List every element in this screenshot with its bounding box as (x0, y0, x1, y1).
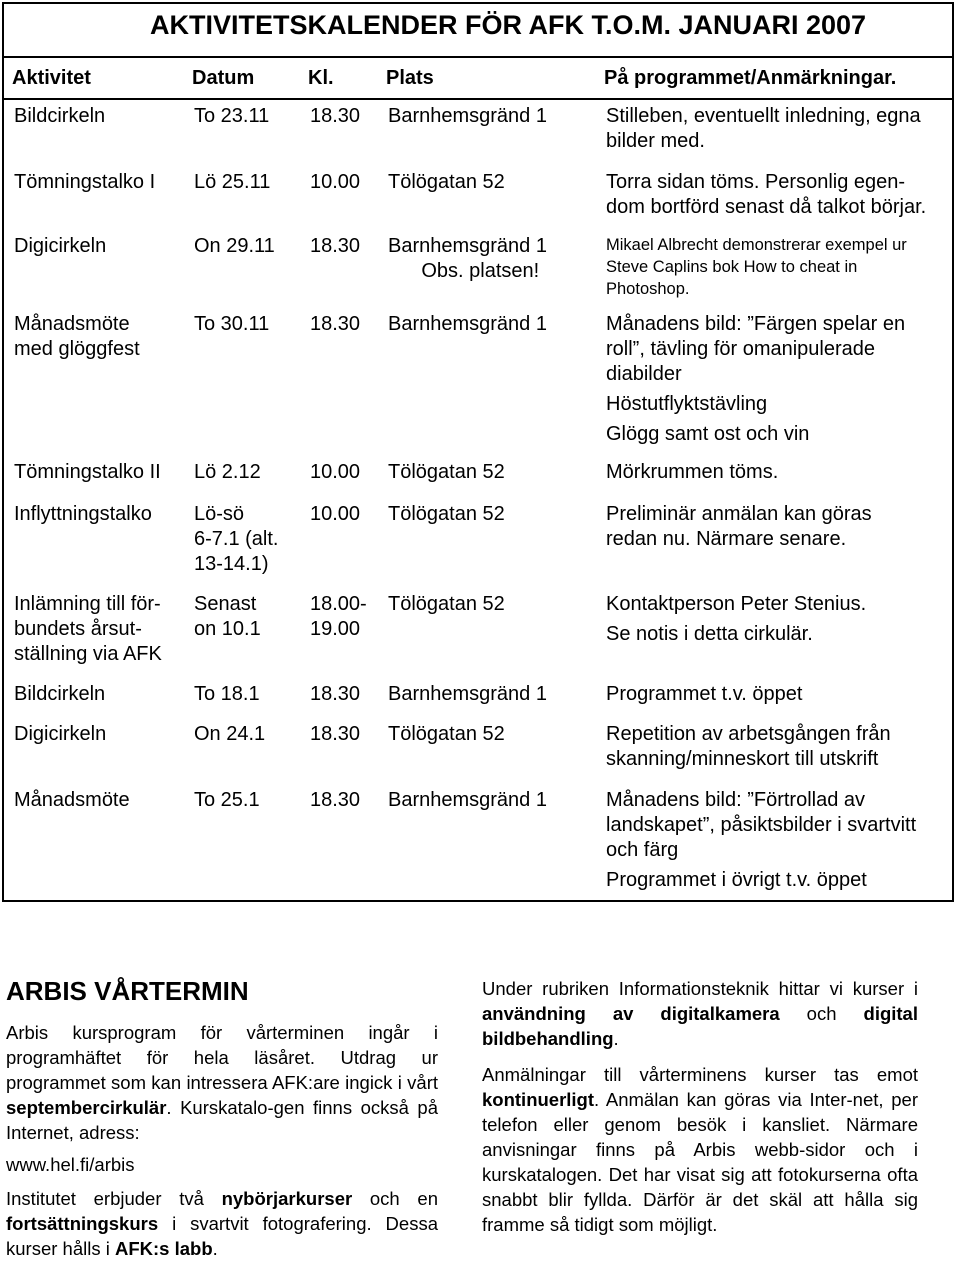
row-place: Barnhemsgränd 1 (388, 105, 547, 127)
row-place: Tölögatan 52 (388, 593, 505, 615)
row-note: Kontaktperson Peter Stenius. (606, 593, 867, 615)
row-note: Månadens bild: ”Förtrollad av landskapet”, påsiktsbilder i svartvitt och färg (606, 789, 917, 861)
row-note-extra: Glögg samt ost och vin (606, 423, 810, 445)
row-place: Tölögatan 52 (388, 503, 505, 525)
row-note: Stilleben, eventuellt inledning, egna bilder med. (606, 105, 921, 152)
row-date: To 25.1 (194, 789, 260, 811)
row-note-extra: Höstutflyktstävling (606, 393, 768, 415)
row-activity: Digicirkeln (14, 235, 107, 257)
arbis-url: www.hel.fi/arbis (6, 1154, 135, 1175)
row-time: 18.30 (310, 683, 361, 705)
row-place: Tölögatan 52 (388, 461, 505, 483)
row-note-extra: Se notis i detta cirkulär. (606, 623, 813, 645)
text: och en (352, 1188, 438, 1209)
row-time: 10.00 (310, 461, 361, 483)
row-activity: Inlämning till för- bundets årsut- ställning via AFK (14, 593, 162, 665)
row-note: Preliminär anmälan kan göras redan nu. Närmare senare. (606, 503, 872, 550)
row-date: Lö-sö 6-7.1 (alt. 13-14.1) (194, 503, 279, 575)
row-activity: Månadsmöte (14, 789, 130, 811)
bold-text: septembercirkulär (6, 1097, 167, 1118)
row-activity: Bildcirkeln (14, 105, 106, 127)
header-kl: Kl. (308, 67, 334, 89)
calendar-table (2, 2, 954, 902)
bold-text: nybörjarkurser (221, 1188, 353, 1209)
header-aktivitet: Aktivitet (12, 67, 91, 89)
row-note: Månadens bild: ”Färgen spelar en roll”, tävling för omanipulerade diabilder (606, 313, 906, 385)
text: . Kurskatalo-gen finns också på Internet, adress: (6, 1097, 438, 1143)
bold-text: AFK:s labb (114, 1238, 213, 1259)
row-place: Barnhemsgränd 1 (388, 789, 547, 811)
header-program: På programmet/Anmärkningar. (604, 67, 897, 89)
row-time: 18.30 (310, 105, 361, 127)
row-date: To 30.11 (194, 313, 270, 335)
text: . Anmälan kan göras via Inter-net, per telefon eller genom besök i kansliet. Närmare anvisningar finns på Arbis webb-sidor och i kurskatalogen. Det har visat sig att fotokurserna ofta snabbt blir fyllda. Därför är det skäl att hålla sig framme så tidigt som möjligt. (482, 1089, 918, 1235)
text: . (613, 1028, 619, 1049)
bold-text: digital bildbehandling (482, 1003, 918, 1049)
row-activity: Digicirkeln (14, 723, 107, 745)
row-place: Barnhemsgränd 1 (388, 683, 547, 705)
text: i svartvit fotografering. Dessa kurser hålls i (6, 1213, 438, 1259)
bold-text: användning av digitalkamera (482, 1003, 780, 1024)
text: och (779, 1003, 864, 1024)
row-place: Tölögatan 52 (388, 723, 505, 745)
row-note-extra: Programmet i övrigt t.v. öppet (606, 869, 867, 891)
row-date: To 18.1 (194, 683, 260, 705)
arbis-paragraph-2 (6, 1186, 438, 1261)
row-time: 18.30 (310, 235, 361, 257)
text: Institutet erbjuder två (6, 1188, 222, 1209)
arbis-paragraph-1 (6, 1020, 438, 1145)
table-header (4, 56, 952, 100)
row-date: Lö 25.11 (194, 171, 271, 193)
row-time: 18.30 (310, 313, 361, 335)
header-datum: Datum (192, 67, 255, 89)
row-note: Repetition av arbetsgången från skanning/minneskort till utskrift (606, 723, 891, 770)
text: Arbis kursprogram för vårterminen ingår i programhäftet för hela läsåret. Utdrag ur programmet som kan intressera AFK:are ingick i vårt (6, 1022, 438, 1093)
row-activity: Bildcirkeln (14, 683, 106, 705)
row-activity: Månadsmöte med glöggfest (14, 313, 140, 360)
row-time: 18.30 (310, 789, 361, 811)
row-activity: Tömningstalko I (14, 171, 156, 193)
row-time: 10.00 (310, 503, 361, 525)
row-date: On 29.11 (194, 235, 275, 257)
text: . (212, 1238, 218, 1259)
calendar-title: AKTIVITETSKALENDER FÖR AFK T.O.M. JANUARI 2007 (149, 10, 867, 40)
row-place: Barnhemsgränd 1 (388, 313, 547, 335)
arbis-paragraph-3 (482, 976, 918, 1051)
bold-text: fortsättningskurs (6, 1213, 159, 1234)
header-plats: Plats (386, 67, 434, 89)
text: Anmälningar till vårterminens kurser tas emot (482, 1064, 918, 1085)
bold-text: kontinuerligt (482, 1089, 595, 1110)
row-date: Lö 2.12 (194, 461, 261, 483)
row-place: Barnhemsgränd 1 Obs. platsen! (388, 235, 547, 282)
row-activity: Inflyttningstalko (14, 503, 152, 525)
row-note: Programmet t.v. öppet (606, 683, 803, 705)
arbis-paragraph-4 (482, 1062, 918, 1237)
text: Under rubriken Informationsteknik hittar vi kurser i (482, 978, 918, 999)
row-time: 18.30 (310, 723, 361, 745)
row-activity: Tömningstalko II (14, 461, 161, 483)
row-date: To 23.11 (194, 105, 270, 127)
row-time: 18.00- 19.00 (310, 593, 367, 640)
row-note: Mikael Albrecht demonstrerar exempel ur Steve Caplins bok How to cheat in Photoshop. (606, 236, 907, 298)
row-place: Tölögatan 52 (388, 171, 505, 193)
row-date: On 24.1 (194, 723, 266, 745)
row-date: Senast on 10.1 (194, 593, 261, 640)
arbis-title: ARBIS VÅRTERMIN (6, 976, 249, 1006)
row-note: Torra sidan töms. Personlig egen- dom bortförd senast då talkot börjar. (606, 171, 927, 218)
row-note: Mörkrummen töms. (606, 461, 779, 483)
row-time: 10.00 (310, 171, 361, 193)
